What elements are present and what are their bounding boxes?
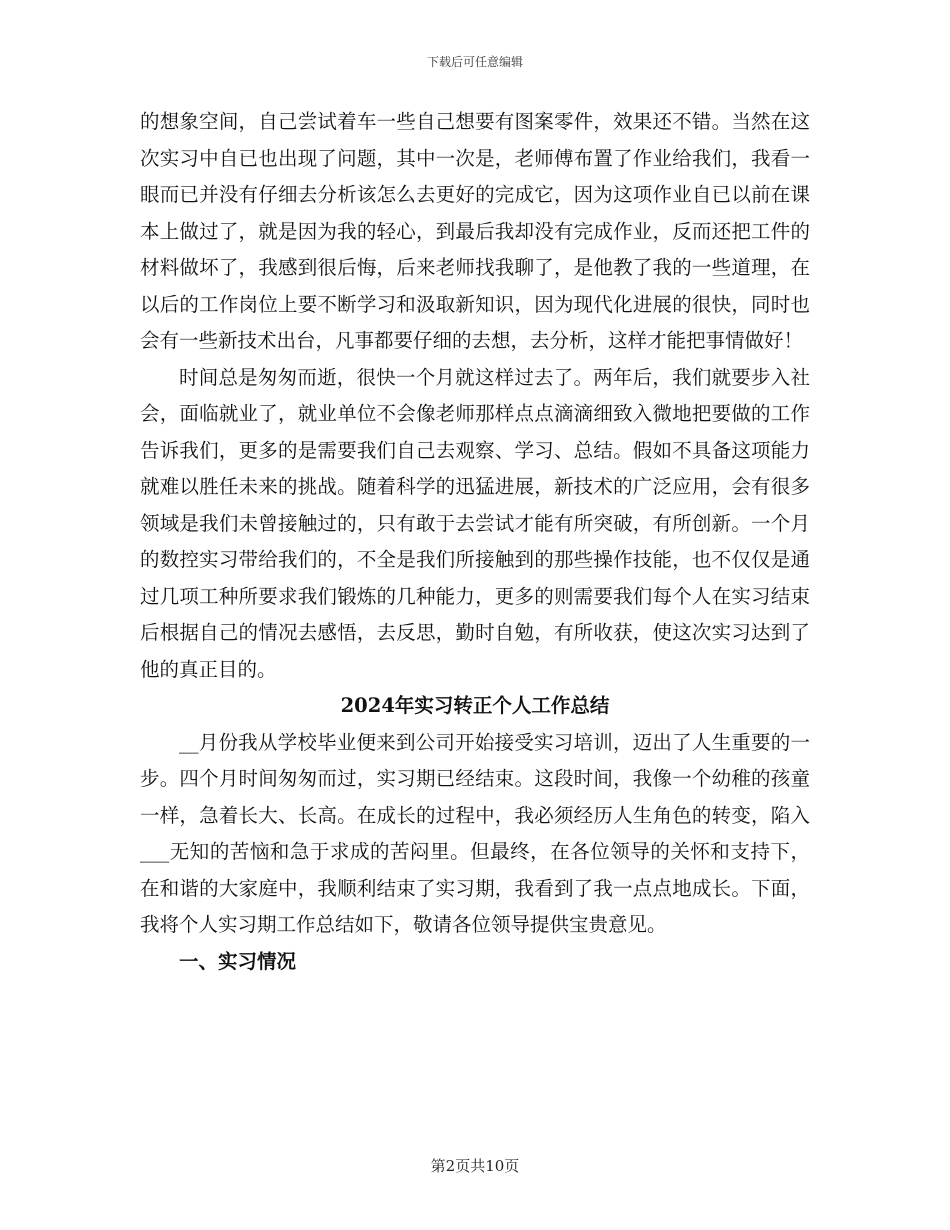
paragraph-3: __月份我从学校毕业便来到公司开始接受实习培训，迈出了人生重要的一步。四个月时间匆匆而过，实习期已经结束。这段时间，我像一个幼稚的孩童一样，急着长大、长高。在成长的过程中，我必须经历人生角色的转变，陷入___无知的苦恼和急于求成的苦闷里。但最终，在各位领导的关怀和支持下，在和谐的大家庭中，我顺利结束了实习期，我看到了我一点点地成长。下面，我将个人实习期工作总结如下，敬请各位领导提供宝贵意见。 xyxy=(140,730,810,936)
page-footer: 第2页共10页 xyxy=(430,1157,520,1175)
paragraph-2: 时间总是匆匆而逝，很快一个月就这样过去了。两年后，我们就要步入社会，面临就业了，就业单位不会像老师那样点点滴滴细致入微地把要做的工作告诉我们，更多的是需要我们自己去观察、学习、总结。假如不具备这项能力就难以胜任未来的挑战。随着科学的迅猛进展，新技术的广泛应用，会有很多领域是我们未曾接触过的，只有敢于去尝试才能有所突破，有所创新。一个月的数控实习带给我们的，不全是我们所接触到的那些操作技能，也不仅仅是通过几项工种所要求我们锻炼的几种能力，更多的则需要我们每个人在实习结束后根据自己的情况去感悟，去反思，勤时自勉，有所收获，使这次实习达到了他的真正目的。 xyxy=(140,365,810,681)
section-heading-1: 一、实习情况 xyxy=(179,949,297,973)
section-title: 2024年实习转正个人工作总结 xyxy=(340,694,610,717)
paragraph-1: 的想象空间，自己尝试着车一些自己想要有图案零件，效果还不错。当然在这次实习中自已也出现了问题，其中一次是，老师傅布置了作业给我们，我看一眼而已并没有仔细去分析该怎么去更好的完成它，因为这项作业自已以前在课本上做过了，就是因为我的轻心，到最后我却没有完成作业，反而还把工件的材料做坏了，我感到很后悔，后来老师找我聊了，是他教了我的一些道理，在以后的工作岗位上要不断学习和汲取新知识，因为现代化进展的很快，同时也会有一些新技术出台，凡事都要仔细的去想，去分析，这样才能把事情做好！ xyxy=(140,110,810,352)
document-body xyxy=(140,104,810,980)
page-header-note: 下载后可任意编辑 xyxy=(426,55,523,69)
